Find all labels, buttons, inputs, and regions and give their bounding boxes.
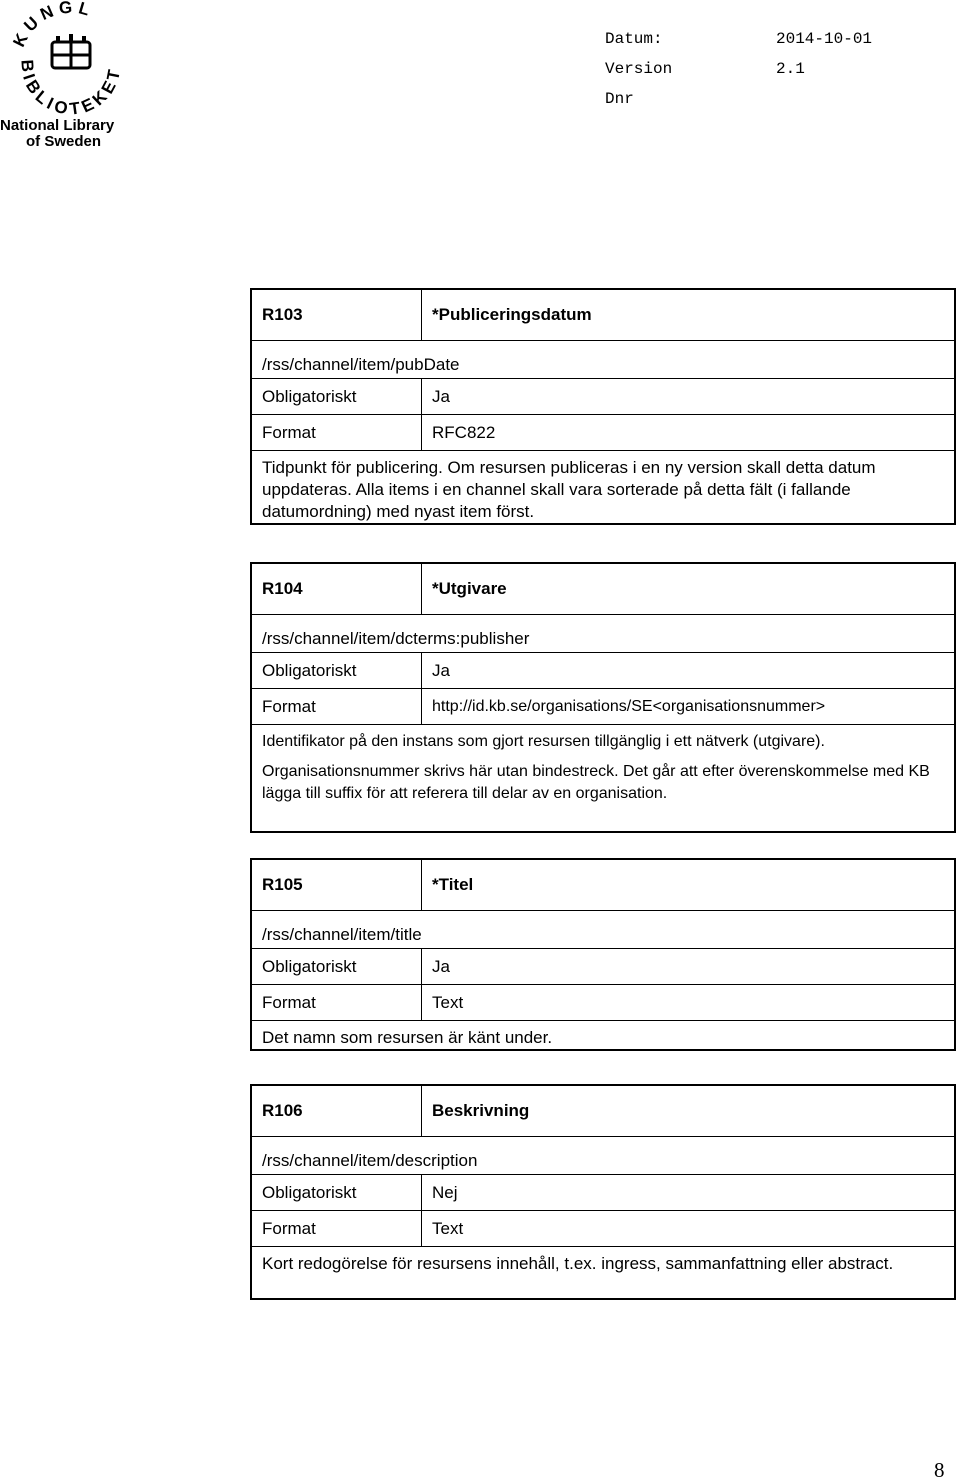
page-number: 8	[934, 1458, 945, 1482]
record-table	[250, 562, 956, 833]
record-path: /rss/channel/item/description	[252, 1137, 954, 1175]
record-path: /rss/channel/item/dcterms:publisher	[252, 615, 954, 653]
record-name: *Titel	[432, 875, 474, 894]
format-label: Format	[252, 985, 422, 1020]
format-label: Format	[252, 689, 422, 724]
mandatory-value: Ja	[432, 386, 450, 406]
svg-text:KUNGL: KUNGL	[9, 0, 97, 50]
dnr-label: Dnr	[605, 90, 634, 108]
description-paragraph: Det namn som resursen är känt under.	[262, 1028, 553, 1047]
record-description	[252, 1021, 954, 1057]
version-label: Version	[605, 60, 673, 78]
record-id: R103	[252, 290, 422, 340]
datum-value: 2014-10-01	[776, 30, 873, 48]
format-label: Format	[252, 415, 422, 450]
version-value: 2.1	[776, 60, 805, 78]
mandatory-label: Obligatoriskt	[252, 379, 422, 414]
record-name: Beskrivning	[432, 1101, 530, 1120]
record-path: /rss/channel/item/pubDate	[252, 341, 954, 379]
description-paragraph: Kort redogörelse för resursens innehåll, t.ex. ingress, sammanfattning eller abstract.	[262, 1254, 894, 1273]
logo-line-1: National Library	[0, 117, 115, 134]
datum-label: Datum:	[605, 30, 663, 48]
record-table	[250, 1084, 956, 1300]
mandatory-label: Obligatoriskt	[252, 949, 422, 984]
logo-caption	[0, 118, 150, 150]
mandatory-value: Ja	[432, 956, 450, 976]
record-description	[252, 451, 954, 531]
format-value: RFC822	[432, 422, 496, 442]
mandatory-value: Nej	[432, 1182, 458, 1202]
format-value: Text	[432, 1218, 464, 1238]
mandatory-value: Ja	[432, 660, 450, 680]
kb-logo	[0, 0, 150, 160]
description-paragraph: Identifikator på den instans som gjort resursen tillgänglig i ett nätverk (utgivare).	[262, 733, 825, 750]
record-id: R105	[252, 860, 422, 910]
format-value: http://id.kb.se/organisations/SE<organisationsnummer>	[432, 697, 826, 715]
record-id: R106	[252, 1086, 422, 1136]
record-id: R104	[252, 564, 422, 614]
format-label: Format	[252, 1211, 422, 1246]
svg-text:BIBLIOTEKET: BIBLIOTEKET	[17, 59, 125, 118]
record-table	[250, 288, 956, 525]
description-paragraph: Organisationsnummer skrivs här utan bindestreck. Det går att efter överenskommelse med KB lägga till suffix för att referera till delar av en organisation.	[262, 763, 930, 802]
description-paragraph: Tidpunkt för publicering. Om resursen publiceras i en ny version skall detta datum uppdateras. Alla items i en channel skall vara sorterade på detta fält (i fallande datumordning) med nyast item först.	[262, 458, 876, 521]
record-name: *Utgivare	[432, 579, 507, 598]
mandatory-label: Obligatoriskt	[252, 653, 422, 688]
format-value: Text	[432, 992, 464, 1012]
record-description	[252, 725, 954, 813]
logo-line-2: of Sweden	[26, 133, 102, 150]
mandatory-label: Obligatoriskt	[252, 1175, 422, 1210]
record-table	[250, 858, 956, 1051]
record-path: /rss/channel/item/title	[252, 911, 954, 949]
record-description	[252, 1247, 954, 1283]
kb-emblem-icon	[0, 0, 150, 118]
record-name: *Publiceringsdatum	[432, 305, 592, 324]
